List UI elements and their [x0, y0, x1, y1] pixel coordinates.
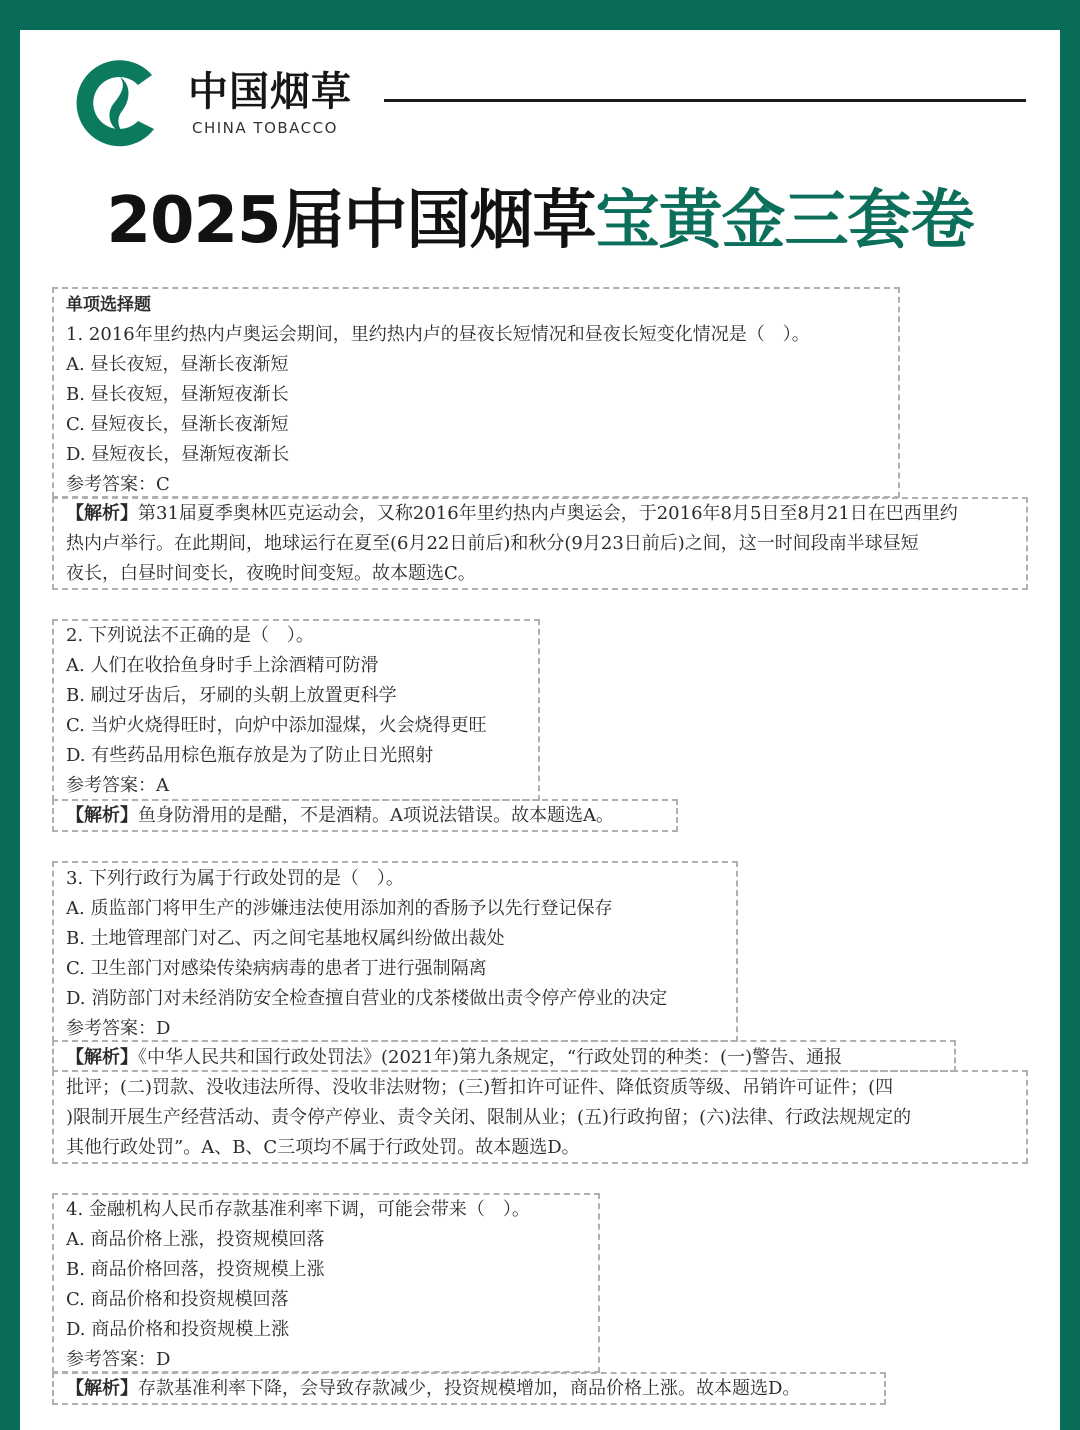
question-1-option-c: C. 昼短夜长，昼渐长夜渐短	[66, 414, 289, 435]
question-3	[66, 864, 667, 1044]
question-3-option-c: C. 卫生部门对感染传染病病毒的患者丁进行强制隔离	[66, 958, 487, 979]
question-2-option-d: D. 有些药品用棕色瓶存放是为了防止日光照射	[66, 745, 434, 766]
question-4-option-d: D. 商品价格和投资规模上涨	[66, 1319, 290, 1340]
question-4-stem: 4. 金融机构人民币存款基准利率下调，可能会带来（ ）。	[66, 1199, 530, 1220]
question-4	[66, 1195, 530, 1375]
china-tobacco-logo-icon	[68, 55, 160, 151]
analysis-2	[66, 801, 614, 831]
question-1-answer: 参考答案：C	[66, 474, 170, 495]
analysis-3-line-1: 《中华人民共和国行政处罚法》(2021年)第九条规定，“行政处罚的种类：(一)警告、通报	[138, 1047, 843, 1068]
analysis-1	[66, 499, 1024, 589]
analysis-2-line-1: 鱼身防滑用的是醋，不是酒精。A项说法错误。故本题选A。	[138, 805, 614, 826]
question-2-stem: 2. 下列说法不正确的是（ ）。	[66, 625, 314, 646]
question-3-option-d: D. 消防部门对未经消防安全检查擅自营业的戊茶楼做出责令停产停业的决定	[66, 988, 668, 1009]
question-4-option-c: C. 商品价格和投资规模回落	[66, 1289, 289, 1310]
brand-name-cn: 中国烟草	[188, 69, 352, 115]
question-3-stem: 3. 下列行政行为属于行政处罚的是（ ）。	[66, 868, 404, 889]
title-part-2: 宝黄金三套卷	[595, 184, 974, 258]
analysis-1-line-3: 夜长，白昼时间变长，夜晚时间变短。故本题选C。	[66, 563, 476, 584]
analysis-3-line-3: )限制开展生产经营活动、责令停产停业、责令关闭、限制从业；(五)行政拘留；(六)法律、行政法规规定的	[66, 1107, 912, 1128]
analysis-4	[66, 1374, 800, 1404]
question-1-stem: 1. 2016年里约热内卢奥运会期间，里约热内卢的昼夜长短情况和昼夜长短变化情况是（ ）。	[66, 324, 810, 345]
analysis-3-tag: 【解析】	[66, 1047, 138, 1068]
header-divider	[384, 99, 1026, 102]
analysis-3	[66, 1043, 1024, 1163]
question-1-option-d: D. 昼短夜长，昼渐短夜渐长	[66, 444, 290, 465]
analysis-3-line-2: 批评；(二)罚款、没收违法所得、没收非法财物；(三)暂扣许可证件、降低资质等级、吊销许可证件；(四	[66, 1077, 894, 1098]
question-4-option-a: A. 商品价格上涨，投资规模回落	[66, 1229, 325, 1250]
question-3-answer: 参考答案：D	[66, 1018, 171, 1039]
section-title: 单项选择题	[66, 295, 151, 315]
analysis-1-line-1: 第31届夏季奥林匹克运动会，又称2016年里约热内卢奥运会，于2016年8月5日至8月21日在巴西里约	[138, 503, 958, 524]
question-1	[66, 290, 810, 500]
analysis-3-line-4: 其他行政处罚”。A、B、C三项均不属于行政处罚。故本题选D。	[66, 1137, 580, 1158]
question-1-option-b: B. 昼长夜短，昼渐短夜渐长	[66, 384, 289, 405]
question-2-answer: 参考答案：A	[66, 775, 169, 796]
question-2-option-b: B. 刷过牙齿后，牙刷的头朝上放置更科学	[66, 685, 397, 706]
question-2-option-c: C. 当炉火烧得旺时，向炉中添加湿煤，火会烧得更旺	[66, 715, 487, 736]
analysis-4-tag: 【解析】	[66, 1378, 138, 1399]
question-2-option-a: A. 人们在收拾鱼身时手上涂酒精可防滑	[66, 655, 379, 676]
analysis-2-tag: 【解析】	[66, 805, 138, 826]
brand-name-en: CHINA TOBACCO	[192, 119, 338, 137]
question-2	[66, 621, 487, 801]
analysis-1-line-2: 热内卢举行。在此期间，地球运行在夏至(6月22日前后)和秋分(9月23日前后)之间，这一时间段南半球昼短	[66, 533, 919, 554]
question-1-option-a: A. 昼长夜短，昼渐长夜渐短	[66, 354, 289, 375]
question-3-option-a: A. 质监部门将甲生产的涉嫌违法使用添加剂的香肠予以先行登记保存	[66, 898, 613, 919]
question-3-option-b: B. 土地管理部门对乙、丙之间宅基地权属纠纷做出裁处	[66, 928, 505, 949]
analysis-4-line-1: 存款基准利率下降，会导致存款减少，投资规模增加，商品价格上涨。故本题选D。	[138, 1378, 801, 1399]
question-4-answer: 参考答案：D	[66, 1349, 171, 1370]
analysis-1-tag: 【解析】	[66, 503, 138, 524]
page-title	[0, 182, 1080, 260]
question-4-option-b: B. 商品价格回落，投资规模上涨	[66, 1259, 325, 1280]
title-part-1: 2025届中国烟草	[106, 184, 596, 258]
